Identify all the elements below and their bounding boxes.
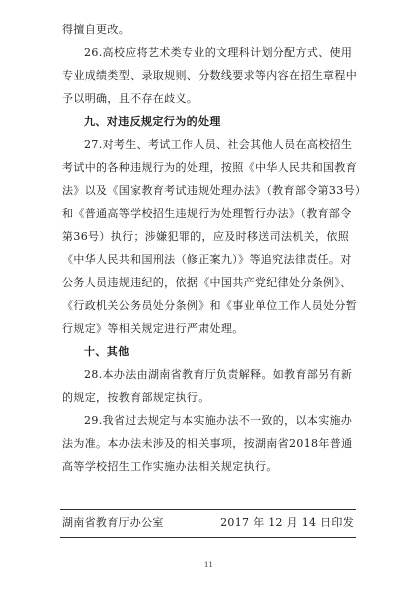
paragraph-28: 28.本办法由湖南省教育厅负责解释。如教育部另有新的规定，按教育部规定执行。 — [62, 368, 353, 404]
paragraph-29: 29.我省过去规定与本实施办法不一致的，以本实施办法为准。本办法未涉及的相关事项，按湖南省2018年普通高等学校招生工作实施办法相关规定执行。 — [62, 414, 353, 473]
paragraph-27: 27.对考生、考试工作人员、社会其他人员在高校招生考试中的各种违规行为的处理，按照《中华人民共和国教育法》以及《国家教育考试违规处理办法》（教育部令第33号）和《普通高等学校招生违规行为处理暂行办法》（教育部令第36号）执行；涉嫌犯罪的，应及时移送司法机关，依照《中华人民共和国刑法（修正案九）》等追究法律责任。对公务人员违规违纪的，依据《中国共产党纪律处分条例》、《行政机关公务员处分条例》和《事业单位工作人员处分暂行规定》等相关规定进行严肃处理。 — [62, 138, 361, 335]
continuation-paragraph: 得擅自更改。 — [62, 23, 131, 36]
document-body — [62, 18, 362, 478]
footer-issuance-line — [62, 513, 354, 533]
footer-top-rule — [60, 509, 356, 510]
footer-issuer: 湖南省教育厅办公室 — [62, 516, 164, 529]
paragraph-26: 26.高校应将艺术类专业的文理科计划分配方式、使用专业成绩类型、录取规则、分数线要求等内容在招生章程中予以明确，且不存在歧义。 — [62, 46, 358, 105]
page-number: 11 — [204, 561, 213, 569]
section-heading-10: 十、其他 — [84, 345, 130, 358]
section-heading-9: 九、对违反规定行为的处理 — [84, 115, 221, 128]
footer-date: 2017 年 12 月 14 日印发 — [220, 516, 354, 529]
footer-bottom-rule — [60, 537, 356, 538]
